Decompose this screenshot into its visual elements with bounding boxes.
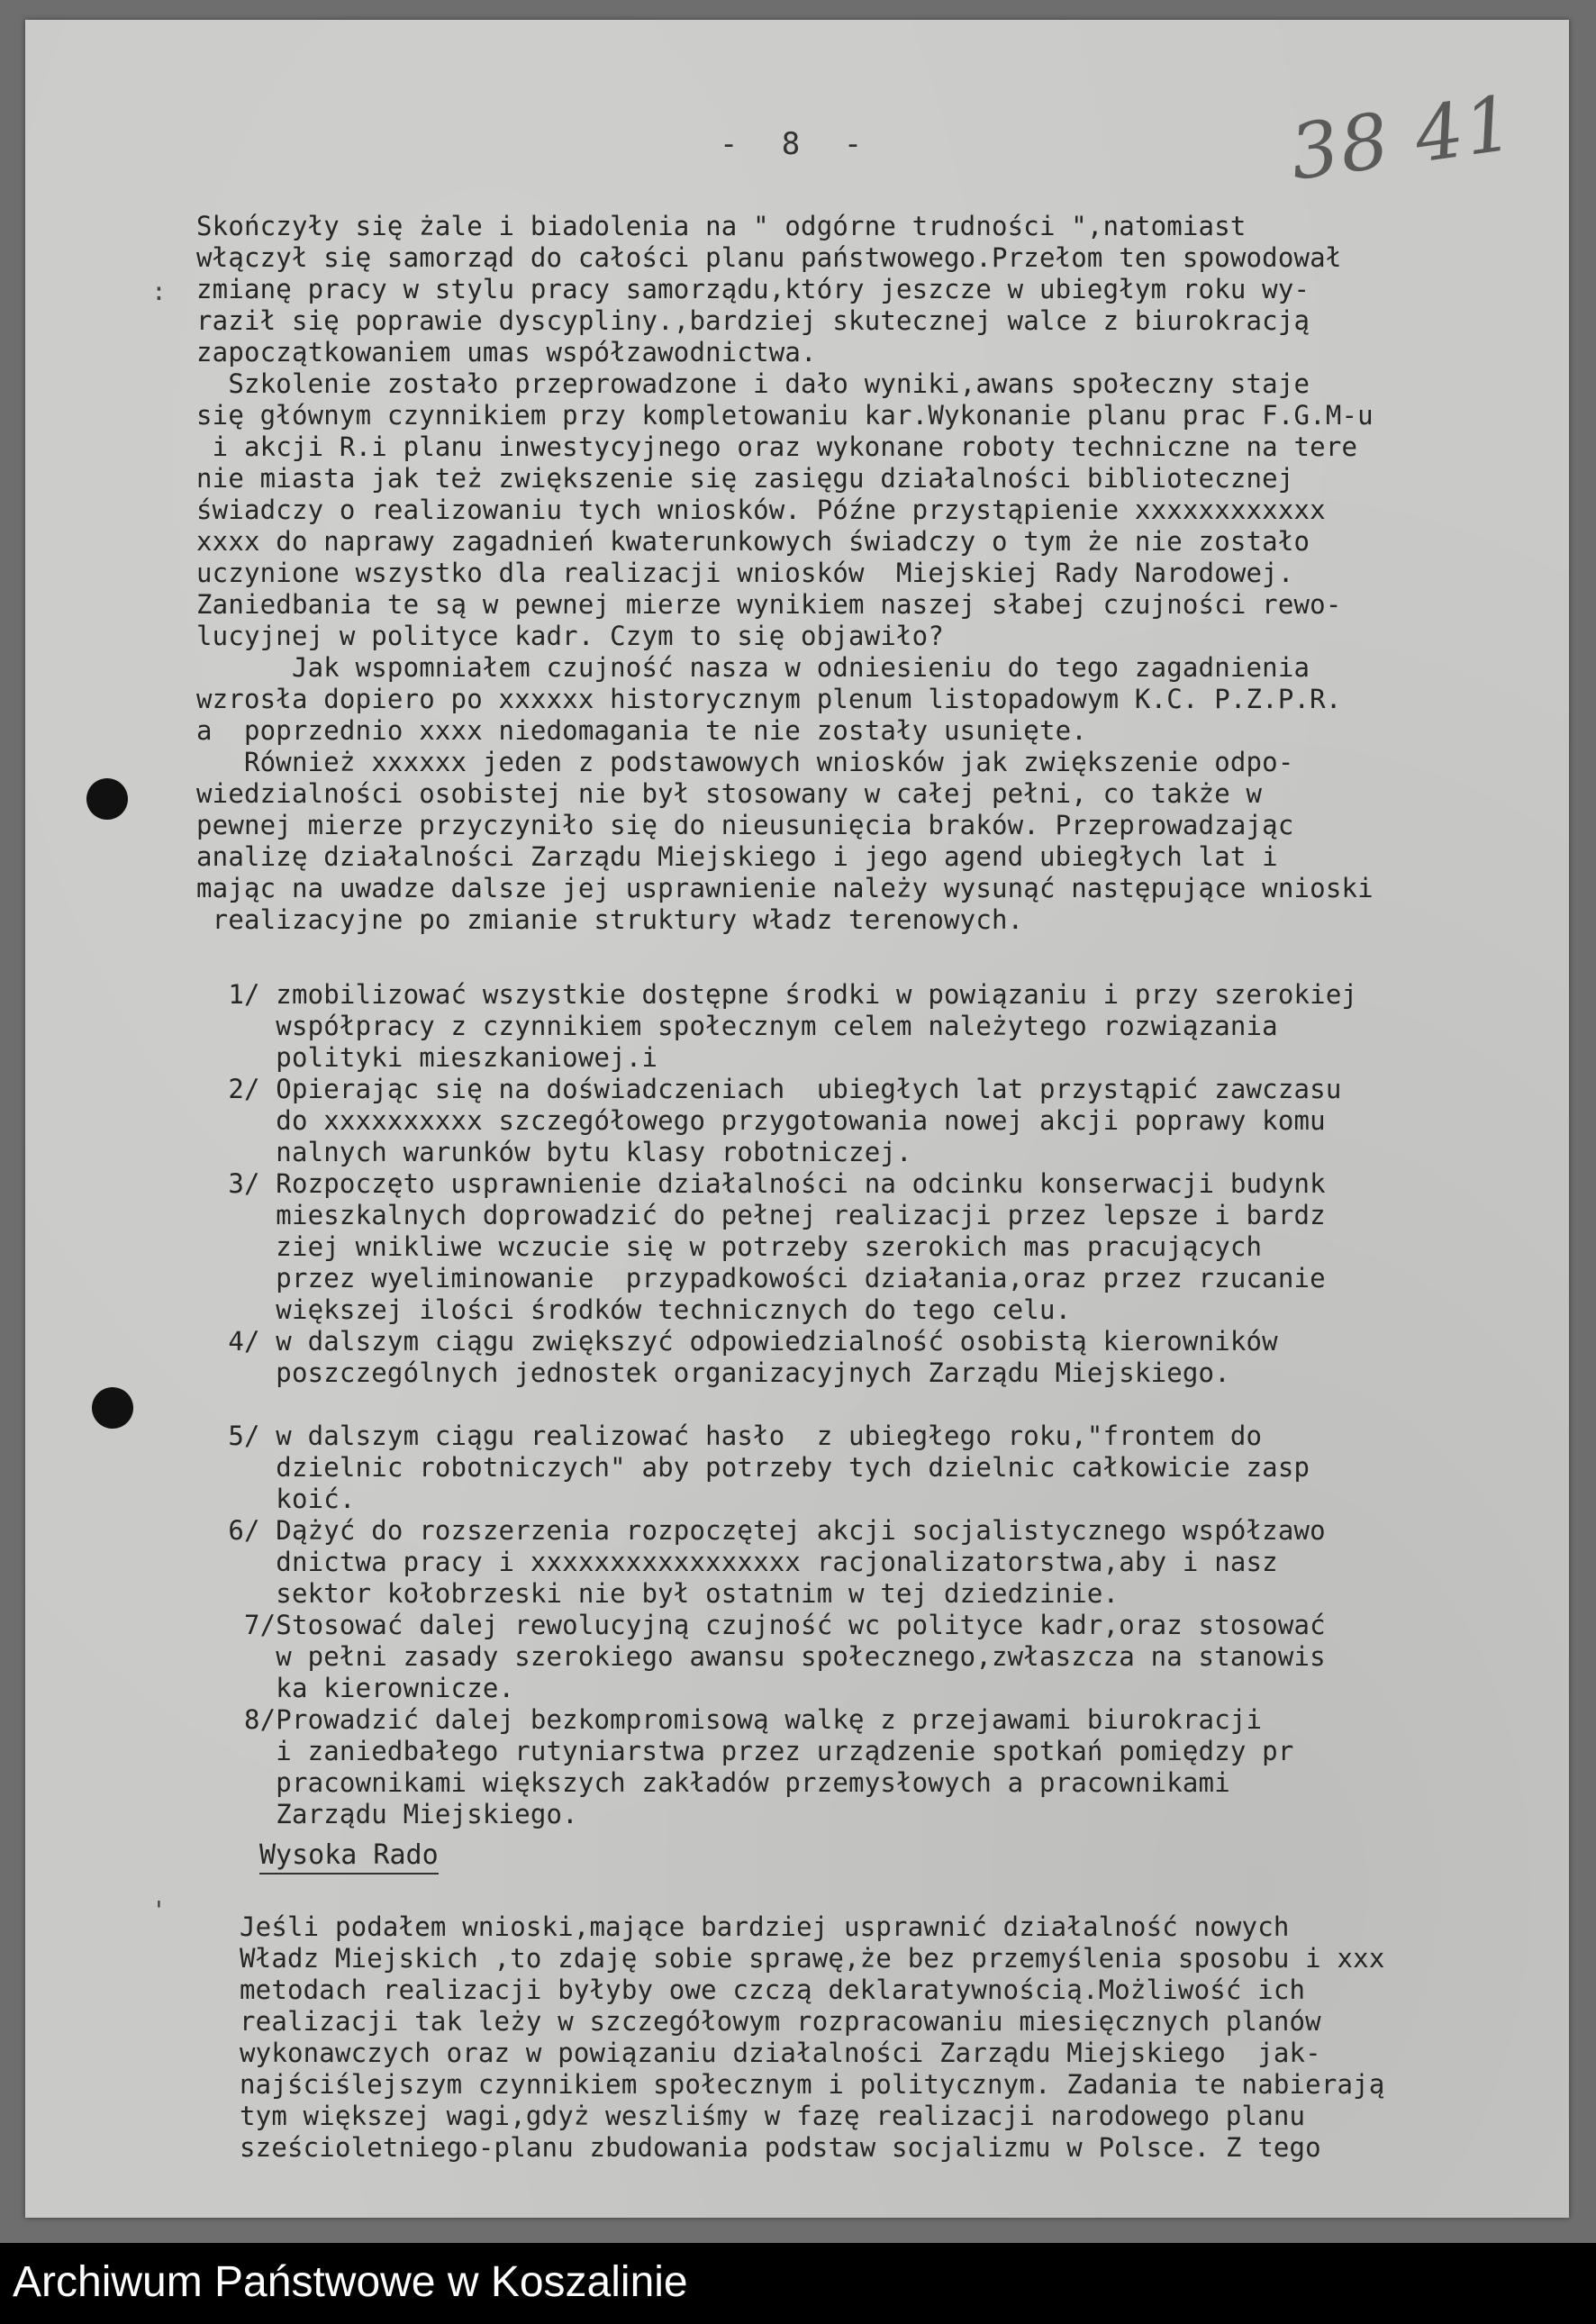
list-item-line: do xxxxxxxxxx szczegółowego przygotowania nowej akcji poprawy komu <box>196 1105 1326 1136</box>
list-item-line: sektor kołobrzeski nie był ostatnim w tej dziedzinie. <box>196 1578 1120 1609</box>
list-item-line: 5/ w dalszym ciągu realizować hasło z ubiegłego roku,"frontem do <box>196 1421 1263 1451</box>
list-item-line: koić. <box>196 1484 356 1514</box>
text-line: lucyjnej w polityce kadr. Czym to się objawiło? <box>196 621 944 651</box>
list-item-line: 6/ Dążyć do rozszerzenia rozpoczętej akcji socjalistycznego współzawo <box>196 1515 1326 1546</box>
list-item-line: polityki mieszkaniowej.i <box>196 1042 658 1073</box>
list-item-line: poszczególnych jednostek organizacyjnych Zarządu Miejskiego. <box>196 1357 1230 1388</box>
text-line: Również xxxxxx jeden z podstawowych wniosków jak zwiększenie odpo- <box>196 747 1294 777</box>
text-line: Jeśli podałem wnioski,mające bardziej usprawnić działalność nowych <box>240 1911 1290 1942</box>
text-line: wykonawczych oraz w powiązaniu działalności Zarządu Miejskiego jak- <box>240 2038 1321 2068</box>
document-page <box>25 20 1569 2218</box>
text-line: sześcioletniego-planu zbudowania podstaw socjalizmu w Polsce. Z tego <box>240 2132 1321 2163</box>
text-line: wzrosła dopiero po xxxxxx historycznym plenum listopadowym K.C. P.Z.P.R. <box>196 684 1342 714</box>
list-item-line: 1/ zmobilizować wszystkie dostępne środki w powiązaniu i przy szerokiej <box>196 979 1358 1010</box>
text-line: pewnej mierze przyczyniło się do nieusunięcia braków. Przeprowadzając <box>196 810 1294 840</box>
text-line: metodach realizacji byłyby owe czczą deklaratywnością.Możliwość ich <box>240 1974 1306 2005</box>
text-line: realizacyjne po zmianie struktury władz terenowych. <box>196 904 1024 935</box>
text-line: raził się poprawie dyscypliny.,bardziej skutecznej walce z biurokracją <box>196 305 1310 336</box>
text-line: włączył się samorząd do całości planu państwowego.Przełom ten spowodował <box>196 242 1342 273</box>
text-line: Władz Miejskich ,to zdaję sobie sprawę,że bez przemyślenia sposobu i xxx <box>240 1943 1385 1974</box>
text-line: mając na uwadze dalsze jej usprawnienie należy wysunąć następujące wnioski <box>196 873 1374 903</box>
list-item-line: 4/ w dalszym ciągu zwiększyć odpowiedzialność osobistą kierowników <box>196 1326 1278 1357</box>
handwritten-folio-number: 38 41 <box>1283 78 1520 197</box>
archive-footer-bar <box>0 2243 1596 2324</box>
text-line: wiedzialności osobistej nie był stosowany w całej pełni, co także w <box>196 778 1263 809</box>
list-item-line: i zaniedbałego rutyniarstwa przez urządzenie spotkań pomiędzy pr <box>196 1736 1294 1766</box>
page-number: - 8 - <box>719 126 875 162</box>
list-item-line: współpracy z czynnikiem społecznym celem należytego rozwiązania <box>196 1011 1278 1041</box>
margin-mark-icon: : <box>151 277 167 306</box>
text-line: zapoczątkowaniem umas współzawodnictwa. <box>196 337 817 368</box>
text-line: świadczy o realizowaniu tych wniosków. Późne przystąpienie xxxxxxxxxxxx <box>196 495 1326 525</box>
conclusions-list <box>196 979 1565 1830</box>
list-item-line: przez wyeliminowanie przypadkowości działania,oraz przez rzucanie <box>196 1263 1326 1294</box>
text-line: Jak wspomniałem czujność nasza w odniesieniu do tego zagadnienia <box>196 652 1310 683</box>
text-line: się głównym czynnikiem przy kompletowaniu kar.Wykonanie planu prac F.G.M-u <box>196 400 1374 431</box>
list-item-line: nalnych warunków bytu klasy robotniczej. <box>196 1137 912 1167</box>
text-line: tym większej wagi,gdyż weszliśmy w fazę realizacji narodowego planu <box>240 2101 1306 2131</box>
list-item-line: Zarządu Miejskiego. <box>196 1799 578 1829</box>
text-line: i akcji R.i planu inwestycyjnego oraz wykonane roboty techniczne na tere <box>196 431 1358 462</box>
text-line: Skończyły się żale i biadolenia na " odgórne trudności ",natomiast <box>196 211 1247 241</box>
text-line: analizę działalności Zarządu Miejskiego i jego agend ubiegłych lat i <box>196 841 1278 872</box>
punch-hole-icon <box>92 1387 133 1429</box>
paragraph-closing <box>240 1911 1596 2164</box>
list-item-line: pracownikami większych zakładów przemysłowych a pracownikami <box>196 1767 1230 1798</box>
text-line: Szkolenie zostało przeprowadzone i dało wyniki,awans społeczny staje <box>196 368 1310 399</box>
text-line: xxxx do naprawy zagadnień kwaterunkowych świadczy o tym że nie zostało <box>196 526 1310 557</box>
text-line: uczynione wszystko dla realizacji wniosków Miejskiej Rady Narodowej. <box>196 558 1294 588</box>
list-item-line: 3/ Rozpoczęto usprawnienie działalności na odcinku konserwacji budynk <box>196 1168 1326 1199</box>
text-line: realizacji tak leży w szczegółowym rozpracowaniu miesięcznych planów <box>240 2006 1321 2037</box>
list-item-line: 8/Prowadzić dalej bezkompromisową walkę z przejawami biurokracji <box>196 1704 1263 1735</box>
text-line: najściślejszym czynnikiem społecznym i politycznym. Zadania te nabierają <box>240 2069 1385 2100</box>
list-item-line: w pełni zasady szerokiego awansu społecznego,zwłaszcza na stanowis <box>196 1641 1326 1672</box>
text-line: Zaniedbania te są w pewnej mierze wynikiem naszej słabej czujności rewo- <box>196 589 1342 620</box>
list-item-line: 2/ Opierając się na doświadczeniach ubiegłych lat przystąpić zawczasu <box>196 1074 1342 1104</box>
paragraph-opening <box>196 211 1565 936</box>
list-item-line <box>196 1389 1565 1421</box>
list-item-line: większej ilości środków technicznych do tego celu. <box>196 1294 1072 1325</box>
margin-mark-icon: ' <box>151 1895 167 1925</box>
list-item-line: 7/Stosować dalej rewolucyjną czujność wc polityce kadr,oraz stosować <box>196 1610 1326 1640</box>
list-item-line: dzielnic robotniczych" aby potrzeby tych dzielnic całkowicie zasp <box>196 1452 1310 1483</box>
punch-hole-icon <box>86 778 128 820</box>
archive-name: Archiwum Państwowe w Koszalinie <box>13 2258 688 2306</box>
list-item-line: ziej wnikliwe wczucie się w potrzeby szerokich mas pracujących <box>196 1231 1263 1262</box>
salutation-heading: Wysoka Rado <box>259 1839 439 1875</box>
text-line: a poprzednio xxxx niedomagania te nie zostały usunięte. <box>196 715 1087 746</box>
text-line: nie miasta jak też zwiększenie się zasięgu działalności bibliotecznej <box>196 463 1294 494</box>
list-item-line: ka kierownicze. <box>196 1673 515 1703</box>
list-item-line: mieszkalnych doprowadzić do pełnej realizacji przez lepsze i bardz <box>196 1200 1326 1230</box>
text-line: zmianę pracy w stylu pracy samorządu,który jeszcze w ubiegłym roku wy- <box>196 274 1310 304</box>
list-item-line: dnictwa pracy i xxxxxxxxxxxxxxxxx racjonalizatorstwa,aby i nasz <box>196 1547 1278 1577</box>
